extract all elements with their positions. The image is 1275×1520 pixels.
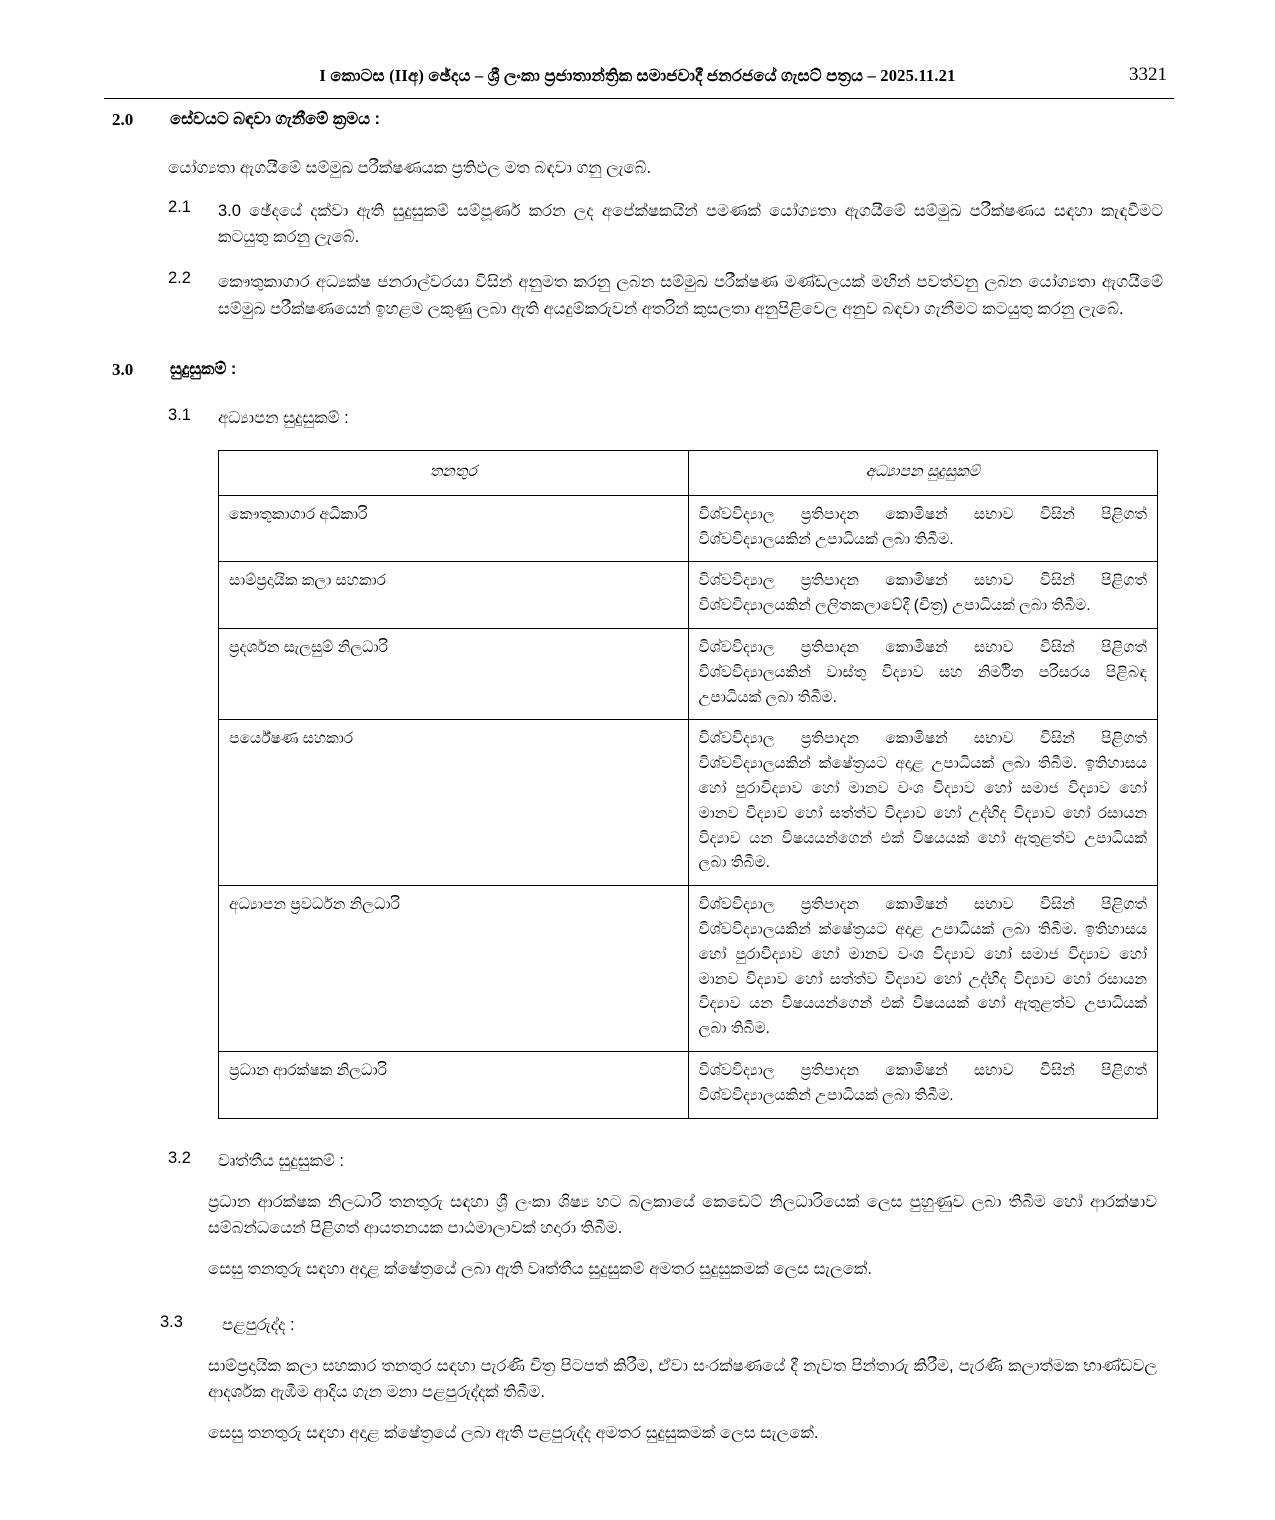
section-3-heading: [112, 360, 1275, 380]
cell-qualification: විශ්වවිද්‍යාල ප්‍රතිපාදන කොමිෂන් සභාව විසින් පිළිගත් විශ්වවිද්‍යාලයකින් ලලිතකලාවේදී (චිත්‍ර) උපාධියක් ලබා තිබීම.: [688, 562, 1158, 629]
header-divider: [104, 98, 1174, 99]
clause-2-1-text: 3.0 ඡේදයේ දක්වා ඇති සුදුසුකම් සම්පූර්ණ කරන ලද අපේක්ෂකයින් පමණක් යෝග්‍යතා ඇගයීමේ සම්මුඛ පරීක්ෂණය සඳහා කැඳවීමට කටයුතු කරනු ලැබේ.: [218, 201, 1163, 247]
table-row: [219, 720, 1158, 886]
cell-post: ප්‍රදර්ශන සැලසුම් නිලධාරි: [219, 628, 689, 719]
cell-qualification: විශ්වවිද්‍යාල ප්‍රතිපාදන කොමිෂන් සභාව විසින් පිළිගත් විශ්වවිද්‍යාලයකින් උපාධියක් ලබා තිබීම.: [688, 495, 1158, 562]
cell-post: අධ්‍යාපන ප්‍රවර්ධන නිලධාරි: [219, 886, 689, 1052]
cell-qualification: විශ්වවිද්‍යාල ප්‍රතිපාදන කොමිෂන් සභාව විසින් පිළිගත් විශ්වවිද්‍යාලයකින් ක්ෂේත්‍රයට අදාළ උපාධියක් ලබා තිබීම. ඉතිහාසය හෝ පුරාවිද්‍යාව හෝ මානව වංශ විද්‍යාව හෝ සමාජ විද්‍යාව හෝ මානව විද්‍යාව හෝ සත්ත්ව විද්‍යාව හෝ උද්භිද විද්‍යාව හෝ රසායන විද්‍යාව යන විෂයයන්ගෙන් එක් විෂයයක් හෝ ඇතුළත්ව උපාධියක් ලබා තිබීම.: [688, 886, 1158, 1052]
page-number: 3321: [1129, 64, 1167, 85]
clause-2-1-number: 2.1: [168, 197, 191, 216]
clause-3-3-para-1: සාම්ප්‍රදායික කලා සහකාර තනතුර සඳහා පැරණි චිත්‍ර පිටපත් කිරීම, ඒවා සංරක්ෂණයේ දී නැවත පින්තාරු කිරීම, පැරණි කලාත්මක භාණ්ඩවල ආදර්ශක ඇඹීම ආදිය ගැන මනා පළපුරුද්දක් තිබීම.: [208, 1357, 1157, 1401]
page-header: [0, 66, 1275, 86]
clause-2-2-text: කෞතුකාගාර අධ්‍යක්ෂ ජනරාල්වරයා විසින් අනුමත කරනු ලබන සම්මුඛ පරීක්ෂණ මණ්ඩලයක් මඟින් පවත්වනු ලබන යෝග්‍යතා ඇගයීමේ සම්මුඛ පරීක්ෂණයෙන් ඉහළම ලකුණු ලබා ඇති අයදුම්කරුවන් අතරින් කුසලතා අනුපිළිවෙල අනුව බඳවා ගැනීමට කටයුතු කරනු ලැබේ.: [218, 273, 1163, 318]
table-row: [219, 495, 1158, 562]
education-qualifications-table: [218, 450, 1158, 1119]
table-row: [219, 628, 1158, 719]
clause-3-2-number: 3.2: [168, 1148, 191, 1167]
table-row: [219, 1051, 1158, 1118]
cell-qualification: විශ්වවිද්‍යාල ප්‍රතිපාදන කොමිෂන් සභාව විසින් පිළිගත් විශ්වවිද්‍යාලයකින් වාස්තු විද්‍යාව සහ නිර්මිත පරිසරය පිළිබඳ උපාධියක් ලබා තිබීම.: [688, 628, 1158, 719]
clause-3-3-heading: [160, 1313, 1275, 1339]
header-title: I කොටස (IIඅ) ඡේදය – ශ්‍රී ලංකා ප්‍රජාතාන්ත්‍රික සමාජවාදී ජනරජයේ ගැසට් පත්‍රය – 2025.11.21: [319, 66, 956, 85]
cell-post: ප්‍රධාන ආරක්ෂක නිලධාරි: [219, 1051, 689, 1118]
section-2-title: සේවයට බඳවා ගැනීමේ ක්‍රමය :: [170, 110, 381, 128]
clause-3-3-title: පළපුරුද්ද :: [222, 1315, 295, 1334]
document-body: [0, 110, 1275, 1447]
column-header-qualification: අධ්‍යාපන සුදුසුකම්: [688, 451, 1158, 496]
clause-3-1-title: අධ්‍යාපන සුදුසුකම් :: [218, 409, 349, 428]
clause-3-2-heading: [168, 1149, 1163, 1175]
section-2-intro: යෝග්‍යතා ඇගයීමේ සම්මුඛ පරීක්ෂණයක ප්‍රතිඵල මත බඳවා ගනු ලැබේ.: [168, 159, 652, 177]
clause-3-1-number: 3.1: [168, 406, 191, 425]
cell-post: කෞතුකාගාර අධිකාරි: [219, 495, 689, 562]
section-2-number: 2.0: [112, 110, 134, 129]
section-3-number: 3.0: [112, 360, 134, 380]
section-3-title: සුදුසුකම් :: [170, 360, 237, 379]
clause-2-1: [168, 198, 1163, 251]
clause-3-2-para-1: ප්‍රධාන ආරක්ෂක නිලධාරි තනතුරු සඳහා ශ්‍රී ලංකා ශිෂ්‍ය හට බලකායේ කෙඩෙට් නිලධාරියෙක් ලෙස පුහුණුව ලබා තිබීම හෝ ආරක්ෂාව සම්බන්ධයෙන් පිළිගත් ආයතනයක පාඨමාලාවක් හදාරා තිබීම.: [208, 1193, 1157, 1237]
cell-post: සාම්ප්‍රදායික කලා සහකාර: [219, 562, 689, 629]
clause-3-2-para-2: සෙසු තනතුරු සඳහා අදාළ ක්ෂේත්‍රයේ ලබා ඇති වෘත්තීය සුදුසුකම් අමතර සුදුසුකමක් ලෙස සැලකේ.: [208, 1260, 872, 1279]
cell-post: පර්යේෂණ සහකාර: [219, 720, 689, 886]
section-2-heading: [112, 110, 1275, 130]
clause-2-2-number: 2.2: [168, 269, 191, 287]
column-header-post: තනතුර: [219, 451, 689, 496]
table-header-row: [219, 451, 1158, 496]
table-row: [219, 562, 1158, 629]
clause-3-3-number: 3.3: [160, 1312, 183, 1331]
clause-2-2: [168, 269, 1163, 322]
clause-3-2-title: වෘත්තීය සුදුසුකම් :: [218, 1151, 345, 1170]
cell-qualification: විශ්වවිද්‍යාල ප්‍රතිපාදන කොමිෂන් සභාව විසින් පිළිගත් විශ්වවිද්‍යාලයකින් උපාධියක් ලබා තිබීම.: [688, 1051, 1158, 1118]
clause-3-3-para-2: සෙසු තනතුරු සඳහා අදාළ ක්ෂේත්‍රයේ ලබා ඇති පළපුරුද්ද අමතර සුදුසුකමක් ලෙස සැලකේ.: [208, 1424, 819, 1443]
cell-qualification: විශ්වවිද්‍යාල ප්‍රතිපාදන කොමිෂන් සභාව විසින් පිළිගත් විශ්වවිද්‍යාලයකින් ක්ෂේත්‍රයට අදාළ උපාධියක් ලබා තිබීම. ඉතිහාසය හෝ පුරාවිද්‍යාව හෝ මානව වංශ විද්‍යාව හෝ සමාජ විද්‍යාව හෝ මානව විද්‍යාව හෝ සත්ත්ව විද්‍යාව හෝ උද්භිද විද්‍යාව හෝ රසායන විද්‍යාව යන විෂයයන්ගෙන් එක් විෂයයක් හෝ ඇතුළත්ව උපාධියක් ලබා තිබීම.: [688, 720, 1158, 886]
clause-3-1-heading: [168, 406, 1163, 432]
table-row: [219, 886, 1158, 1052]
